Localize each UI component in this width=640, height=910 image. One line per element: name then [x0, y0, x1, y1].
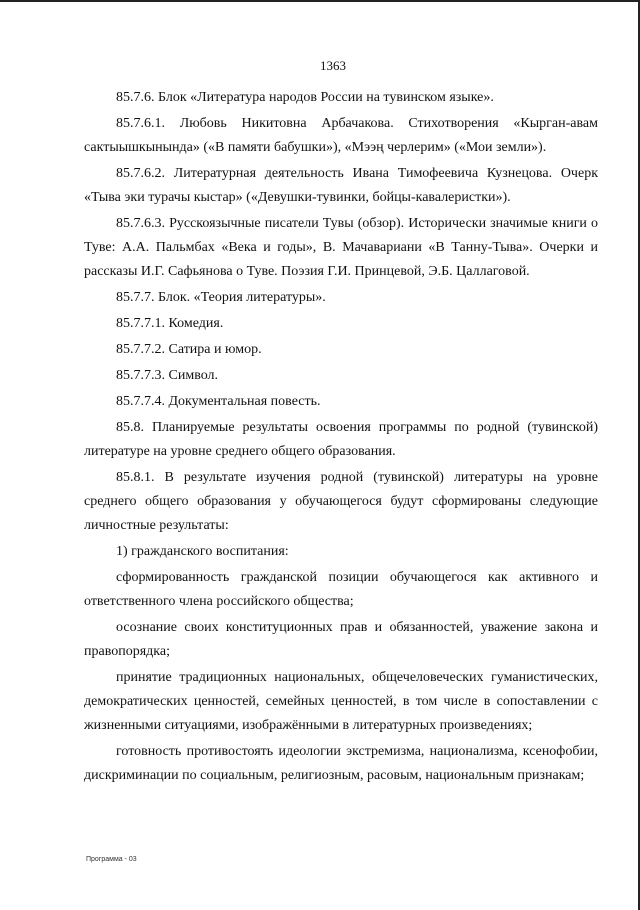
paragraph: готовность противостоять идеологии экстремизма, национализма, ксенофобии, дискриминации по социальным, религиозным, расовым, национальным признакам; [84, 744, 598, 783]
paragraph: 85.8.1. В результате изучения родной (тувинской) литературы на уровне среднего общего образования у обучающегося будут сформированы следующие личностные результаты: [84, 470, 598, 533]
paragraph-block-heading: 85.7.7. Блок. «Теория литературы». [116, 290, 326, 305]
paragraph: 85.7.6.1. Любовь Никитовна Арбачакова. Стихотворения «Кырган-авам сактыышкынында» («В памяти бабушки»), «Мээң черлерим» («Мои земли»). [84, 116, 598, 155]
footer-label: Программа - 03 [86, 856, 137, 863]
paragraph: принятие традиционных национальных, общечеловеческих гуманистических, демократических ценностей, семейных ценностей, в том числе в сопоставлении с жизненными ситуациями, изображёнными в литературных произведениях; [84, 670, 598, 733]
list-item: 85.7.7.4. Документальная повесть. [116, 394, 321, 409]
scan-edge-top [0, 0, 640, 2]
paragraph: сформированность гражданской позиции обучающегося как активного и ответственного члена российского общества; [84, 570, 598, 609]
list-item: 85.7.7.2. Сатира и юмор. [116, 342, 262, 357]
list-item: 85.7.7.1. Комедия. [116, 316, 224, 331]
paragraph: 85.7.6.3. Русскоязычные писатели Тувы (обзор). Исторически значимые книги о Туве: А.А. Пальмбах «Века и годы», В. Мачавариани «В Танну-Тыва». Очерки и рассказы И.Г. Сафьянова о Туве. Поэзия Г.И. Принцевой, Э.Б. Цаллаговой. [84, 216, 598, 279]
paragraph: осознание своих конституционных прав и обязанностей, уважение закона и правопорядка; [84, 620, 598, 659]
paragraph-block-heading: 85.7.6. Блок «Литература народов России на тувинском языке». [116, 90, 494, 105]
paragraph: 85.7.6.2. Литературная деятельность Ивана Тимофеевича Кузнецова. Очерк «Тыва эки турачы кыстар» («Девушки-тувинки, бойцы-кавалеристки»). [84, 166, 598, 205]
list-item: 85.7.7.3. Символ. [116, 368, 219, 383]
document-body [84, 86, 598, 790]
subsection-heading: 1) гражданского воспитания: [116, 544, 289, 559]
page-number: 1363 [320, 58, 346, 73]
section-heading: 85.8. Планируемые результаты освоения программы по родной (тувинской) литературе на уровне среднего общего образования. [84, 420, 598, 459]
